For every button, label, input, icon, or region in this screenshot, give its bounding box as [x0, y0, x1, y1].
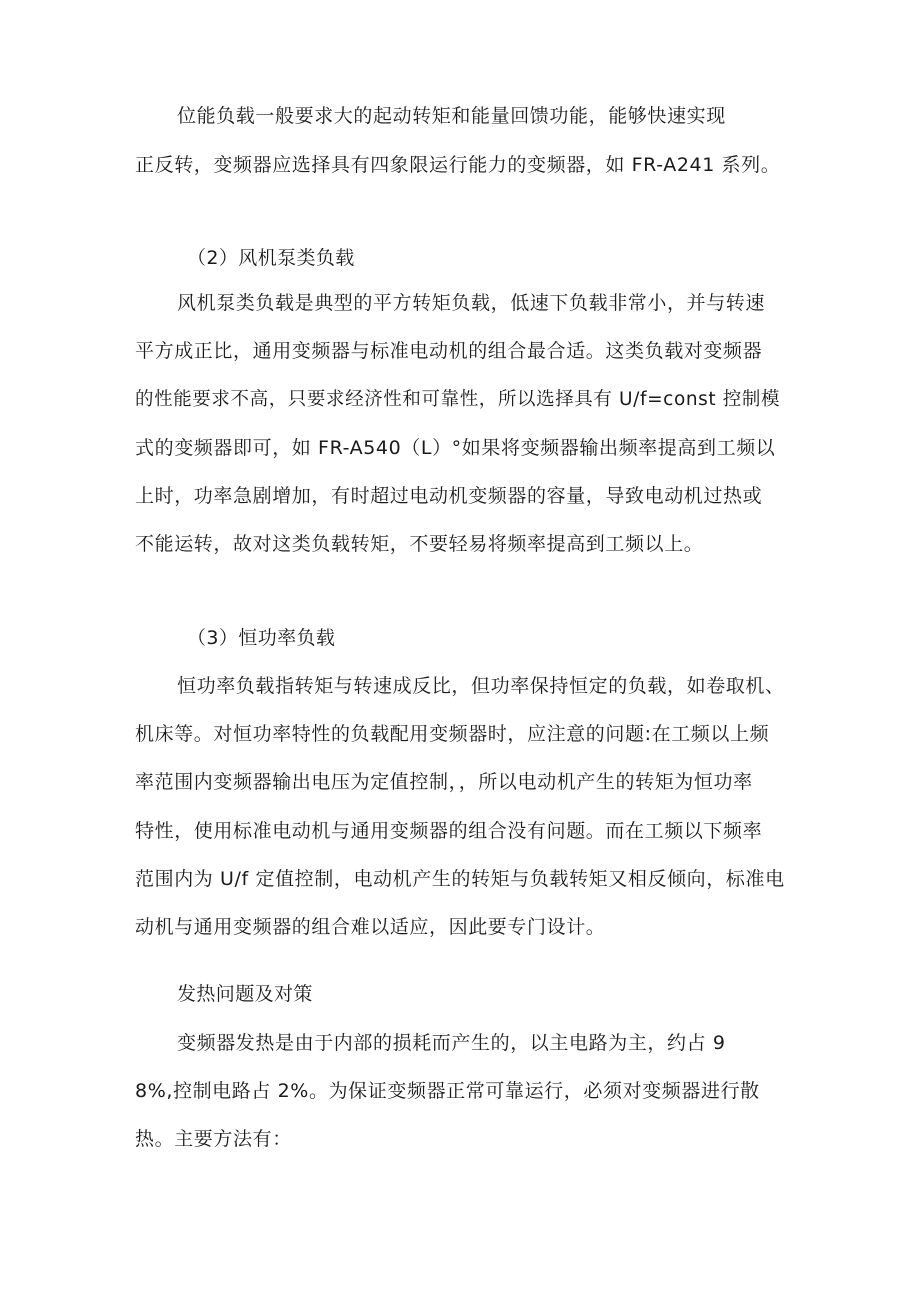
- paragraph-line: 恒功率负载指转矩与转速成反比，但功率保持恒定的负载，如卷取机、: [177, 675, 785, 697]
- paragraph-line: 不能运转，故对这类负载转矩，不要轻易将频率提高到工频以上。: [135, 533, 704, 555]
- paragraph-line: 机床等。对恒功率特性的负载配用变频器时，应注意的问题:在工频以上频: [135, 723, 770, 745]
- paragraph-line: 上时，功率急剧增加，有时超过电动机变频器的容量，导致电动机过热或: [135, 485, 763, 507]
- section-heading: 发热问题及对策: [177, 983, 313, 1005]
- paragraph-line: 风机泵类负载是典型的平方转矩负载，低速下负载非常小，并与转速: [177, 292, 766, 314]
- paragraph-line: 平方成正比，通用变频器与标准电动机的组合最合适。这类负载对变频器: [135, 340, 763, 362]
- paragraph-line: 正反转，变频器应选择具有四象限运行能力的变频器，如 FR-A241 系列。: [135, 154, 781, 176]
- paragraph-line: 变频器发热是由于内部的损耗而产生的，以主电路为主，约占 9: [177, 1032, 726, 1054]
- paragraph-line: 热。主要方法有：: [135, 1128, 292, 1150]
- paragraph-line: 动机与通用变频器的组合难以适应，因此要专门设计。: [135, 916, 606, 938]
- paragraph-line: 8%,控制电路占 2%。为保证变频器正常可靠运行，必须对变频器进行散: [135, 1080, 760, 1102]
- section-heading: （3）恒功率负载: [187, 627, 336, 649]
- paragraph-line: 的性能要求不高，只要求经济性和可靠性，所以选择具有 U/f=const 控制模: [135, 389, 781, 410]
- paragraph-line: 特性，使用标准电动机与通用变频器的组合没有问题。而在工频以下频率: [135, 820, 763, 842]
- paragraph-line: 位能负载一般要求大的起动转矩和能量回馈功能，能够快速实现: [177, 105, 726, 127]
- paragraph-line: 范围内为 U/f 定值控制，电动机产生的转矩与负载转矩又相反倾向，标准电: [135, 868, 785, 890]
- paragraph-line: 率范围内变频器输出电压为定值控制，，所以电动机产生的转矩为恒功率: [135, 771, 753, 793]
- section-heading: （2）风机泵类负载: [187, 247, 355, 269]
- paragraph-line: 式的变频器即可，如 FR-A540（L）°如果将变频器输出频率提高到工频以: [135, 437, 776, 459]
